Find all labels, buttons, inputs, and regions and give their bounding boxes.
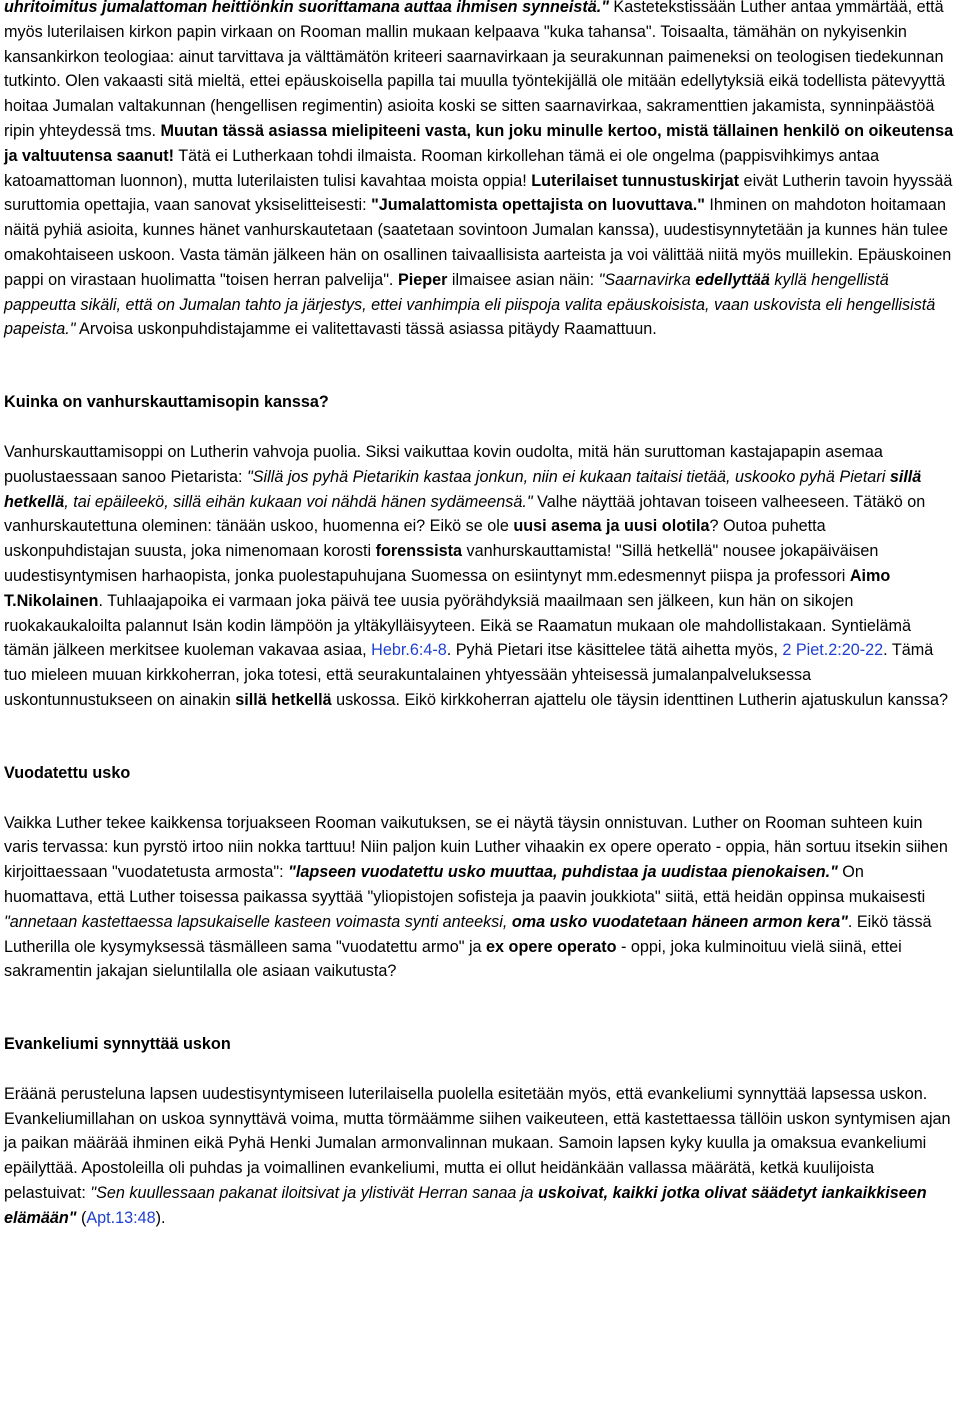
- text-span: Arvoisa uskonpuhdistajamme ei valitettavasti tässä asiassa pitäydy Raamattuun.: [75, 320, 657, 339]
- scripture-link-piet[interactable]: 2 Piet.2:20-22: [782, 641, 884, 660]
- text-span: . Eikö tässä Lutherilla ole kysymyksessä täsmälleen sama "vuodatettu armo" ja: [4, 912, 932, 956]
- text-span: ? Outoa puhetta uskonpuhdistajan suusta, joka nimenomaan korosti: [4, 517, 826, 561]
- bold-span: Pieper: [397, 270, 448, 289]
- spacer: [4, 1057, 956, 1082]
- italic-span: "Sen kuullessaan pakanat iloitsivat ja ylistivät Herran sanaa ja: [90, 1184, 538, 1203]
- bold-italic-span: "lapseen vuodatettu usko muuttaa, puhdistaa ja uudistaa pienokaisen.": [288, 863, 838, 882]
- spacer: [4, 786, 956, 811]
- bold-italic-span: edellyttää: [695, 270, 770, 289]
- heading-vuodatettu-usko: Vuodatettu usko: [4, 763, 131, 782]
- bold-span: Aimo T.Nikolainen: [4, 566, 891, 610]
- bold-italic-wrap: [512, 913, 848, 931]
- lead-bold-italic: [4, 0, 609, 16]
- text-span: Vanhurskauttamisoppi on Lutherin vahvoja puolia. Siksi vaikuttaa kovin oudolta, mitä hän suruttoman kastajapapin asemaa puolustaessaan sanoo Pietarista:: [4, 442, 883, 486]
- text-span: vanhurskauttamista! "Sillä hetkellä" nousee jokapäiväisen uudestisyntymisen harhaopista, jonka puolestapuhujana Suomessa on esiintynyt mm.edesmennyt piispa ja professori: [4, 542, 879, 585]
- scripture-link-hebr[interactable]: Hebr.6:4-8: [371, 641, 447, 660]
- spacer: [4, 713, 956, 761]
- spacer: [4, 342, 956, 390]
- bold-span: uusi asema ja uusi olotila: [513, 517, 710, 536]
- bold-span: Muutan tässä asiassa mielipiteeni vasta, kun joku minulle kertoo, mistä tällainen henkilö on oikeutensa ja valtuutensa saanut!: [4, 121, 954, 165]
- bold-italic-wrap: [288, 863, 838, 881]
- italic-span: "Sillä jos pyhä Pietarikin kastaa jonkun, niin ei kukaan taitaisi tietää, uskooko pyhä Pietari: [246, 467, 890, 486]
- text-span: Tätä ei Lutherkaan tohdi ilmaista. Rooman kirkollehan tämä ei ole ongelma (pappisvihkimys antaa katoamattoman luonnon), mutta luterilaisten tulisi kavahtaa moista oppia!: [4, 146, 880, 190]
- text-span: ilmaisee asian näin:: [447, 270, 599, 289]
- paragraph-section1: [4, 0, 956, 342]
- paragraph-section2: [4, 440, 956, 713]
- text-span: . Pyhä Pietari itse käsittelee tätä aihetta myös,: [446, 641, 783, 660]
- heading-evankeliumi: Evankeliumi synnyttää uskon: [4, 1035, 231, 1054]
- paragraph-section4: [4, 1082, 956, 1231]
- italic-span: "annetaan kastettaessa lapsukaiselle kasteen voimasta synti anteeksi,: [4, 912, 512, 931]
- text-span: On huomattava, että Luther toisessa paikassa syyttää "yliopistojen sofisteja ja paavin joukkiota" siitä, että heidän oppinsa mukaisesti: [4, 863, 926, 906]
- text-span: Eräänä perusteluna lapsen uudestisyntymiseen luterilaisella puolella esitetään myös, että evankeliumi synnyttää lapsessa uskon. Evankeliumillahan on uskoa synnyttävä voima, mutta törmäämme siihen vaikeuteen, että kastettaessa tällöin uskon syntymisen ajan ja paikan määrää ihminen eikä Pyhä Henki Jumalan armonvalinnan mukaan. Samoin lapsen kyky kuulla ja omaksua evankeliumi epäilyttää. Apostoleilla oli puhdas ja voimallinen evankeliumi, mutta ei ollut heidänkään vallassa määrätä, ketkä kuulijoista pelastuivat:: [4, 1084, 951, 1203]
- italic-span: kyllä hengellistä pappeutta sikäli, että on Jumalan tahto ja järjestys, ettei vanhimpia eli piispoja valita epäuskoisista, vaan uskovista eli hengellisistä papeista.": [4, 270, 936, 339]
- italic-span: , tai epäileekö, sillä eihän kukaan voi nähdä hänen sydämeensä.": [64, 492, 533, 511]
- heading-vanhurskauttamisoppi: Kuinka on vanhurskauttamisopin kanssa?: [4, 393, 329, 412]
- bold-italic-span: uskoivat, kaikki jotka olivat säädetyt iankaikkiseen elämään": [4, 1184, 927, 1227]
- text-span: uskossa. Eikö kirkkoherran ajattelu ole täysin identtinen Lutherin ajatuskulun kanssa?: [331, 690, 948, 709]
- bold-italic-span: sillä hetkellä: [4, 467, 922, 511]
- text-span: Valhe näyttää johtavan toiseen valheeseen. Tätäkö on vanhurskautettuna oleminen: tänään uskoo, huomenna ei? Eikö se ole: [4, 492, 926, 536]
- text-span: ).: [155, 1208, 166, 1227]
- bold-italic-span: oma usko vuodatetaan häneen armon kera": [511, 912, 848, 931]
- text-span: Ihminen on mahdoton hoitamaan näitä pyhiä asioita, kunnes hänet vanhurskautetaan (saatetaan sovintoon Jumalan kanssa), uudestisynnytetään ja kunnes hän tulee omakohtaiseen uskoon. Vasta tämän jälkeen hän on osallinen taivaallisista aarteista ja voi välittää niitä myös muillekin. Epäuskoinen pappi on virastaan huolimatta "toisen herran palvelija".: [4, 196, 952, 289]
- text-span: eivät Lutherin tavoin hyyssää suruttomia opettajia, vaan sanovat yksiselitteisesti:: [4, 171, 953, 215]
- lead-bold-italic-text: uhritoimitus jumalattoman heittiönkin suorittamana auttaa ihmisen synneistä.": [4, 0, 609, 16]
- italic-span: "Saarnavirka: [598, 270, 696, 289]
- bold-span: ex opere operato: [486, 937, 617, 956]
- text-span: - oppi, joka kulminoituu vielä siinä, ettei sakramentin jakajan sieluntilalla ole asiaan vaikutusta?: [4, 937, 902, 981]
- paragraph-section3: [4, 811, 956, 985]
- spacer: [4, 984, 956, 1032]
- text-span: Kastetekstissään Luther antaa ymmärtää, että myös luterilaisen kirkon papin virkaan on Rooman mallin mukaan kelpaava "kuka tahansa". Toisaalta, tämähän on nykyisenkin kansankirkon teologiaa: ainut tarvittava ja välttämätön kriteeri saarnavirkaan ja seurakunnan paimeneksi on teologisen tiedekunnan tutkinto. Olen vakaasti sitä mieltä, ettei epäuskoisella papilla tai muulla työntekijällä ole mitään edellytyksiä eikä todellista pätevyyttä hoitaa Jumalan valtakunnan (hengellisen regimentin) asioita koski se sitten saarnavirkaa, sakramenttien jakamista, synninpäästöä ripin yhteydessä tms.: [4, 0, 946, 140]
- spacer: [4, 415, 956, 440]
- text-span: Vaikka Luther tekee kaikkensa torjuakseen Rooman vaikutuksen, se ei näytä täysin onnistuvan. Luther on Rooman suhteen kuin varis tervassa: kun pyrstö irtoo niin nokka tarttuu! Niin paljon kuin Luther vihaakin ex opere operato - oppia, hän sortuu itsekin siihen kirjoittaessaan "vuodatetusta armosta":: [4, 813, 948, 882]
- text-span: . Tämä tuo mieleen muuan kirkkoherran, joka totesi, että seurakuntalainen yhtyessään yhteisessä jumalanpalveluksessa uskontunnustukseen on ainakin: [4, 641, 934, 709]
- bold-span: Luterilaiset tunnustuskirjat: [531, 171, 740, 190]
- text-span: (: [76, 1208, 87, 1227]
- bold-span: "Jumalattomista opettajista on luovuttava.": [371, 196, 705, 215]
- bold-span: sillä hetkellä: [235, 690, 332, 709]
- bold-italic-wrap: [695, 271, 770, 289]
- scripture-link-apt[interactable]: Apt.13:48: [86, 1208, 156, 1227]
- bold-span: forenssista: [375, 542, 463, 561]
- text-span: . Tuhlaajapoika ei varmaan joka päivä tee uusia pyörähdyksiä maailmaan sen jälkeen, kun hän on sikojen ruokakaukaloilta palannut Isän kodin lämpöön ja yltäkylläisyyteen. Eikä se Raamatun mukaan ole mahdollistakaan. Syntielämä tämän jälkeen merkitsee kuoleman vakavaa asiaa,: [4, 591, 912, 660]
